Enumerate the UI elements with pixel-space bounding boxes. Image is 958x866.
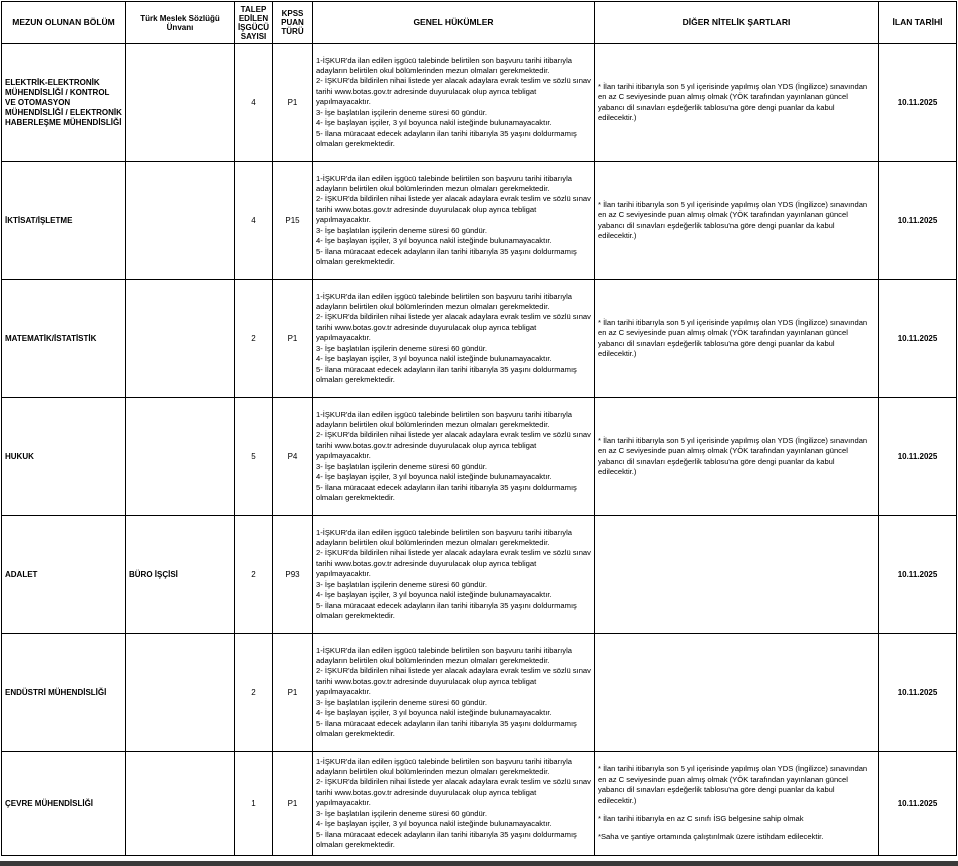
- department-cell: MATEMATİK/İSTATİSTİK: [2, 280, 126, 398]
- count-cell: 2: [235, 516, 273, 634]
- general-rule-line: 5- İlana müracaat edecek adayların ilan tarihi itibarıyla 35 yaşını doldurmamış olmaları gerekmektedir.: [316, 600, 577, 620]
- general-rule-line: 3- İşe başlatılan işçilerin deneme süresi 60 gündür.: [316, 697, 487, 707]
- table-row: [2, 752, 957, 856]
- general-rule-line: 2- İŞKUR'da bildirilen nihai listede yer alacak adaylara evrak teslim ve sözlü sınav tarihi www.botas.gov.tr adresinde duyurulacak olup ayrıca tebligat yapılmayacaktır.: [316, 777, 591, 808]
- general-rule-line: 5- İlana müracaat edecek adayların ilan tarihi itibarıyla 35 yaşını doldurmamış olmaları gerekmektedir.: [316, 128, 577, 148]
- general-rule-line: 2- İŞKUR'da bildirilen nihai listede yer alacak adaylara evrak teslim ve sözlü sınav tarihi www.botas.gov.tr adresinde duyurulacak olup ayrıca tebligat yapılmayacaktır.: [316, 312, 591, 343]
- header-title: Türk Meslek Sözlüğü Ünvanı: [126, 2, 235, 44]
- date-cell: 10.11.2025: [879, 398, 957, 516]
- kpss-cell: P1: [273, 44, 313, 162]
- kpss-cell: P4: [273, 398, 313, 516]
- department-cell: ADALET: [2, 516, 126, 634]
- department-cell: İKTİSAT/İŞLETME: [2, 162, 126, 280]
- kpss-cell: P1: [273, 752, 313, 856]
- other-requirements-cell: [595, 634, 879, 752]
- general-rule-line: 2- İŞKUR'da bildirilen nihai listede yer alacak adaylara evrak teslim ve sözlü sınav tarihi www.botas.gov.tr adresinde duyurulacak olup ayrıca tebligat yapılmayacaktır.: [316, 666, 591, 697]
- general-rule-line: 3- İşe başlatılan işçilerin deneme süresi 60 gündür.: [316, 808, 487, 818]
- title-cell: [126, 398, 235, 516]
- general-rule-line: 4- İşe başlayan işçiler, 3 yıl boyunca nakil isteğinde bulunamayacaktır.: [316, 118, 552, 128]
- general-rule-line: 2- İŞKUR'da bildirilen nihai listede yer alacak adaylara evrak teslim ve sözlü sınav tarihi www.botas.gov.tr adresinde duyurulacak olup ayrıca tebligat yapılmayacaktır.: [316, 194, 591, 225]
- line-gap: [598, 806, 875, 814]
- date-cell: 10.11.2025: [879, 634, 957, 752]
- other-requirements-cell: [595, 752, 879, 856]
- other-requirement-line: * İlan tarihi itibarıyla son 5 yıl içerisinde yapılmış olan YDS (İngilizce) sınavından en az C seviyesinde puan almış olmak (YÖK tarafından yayınlanan güncel yabancı dil sınavları eşdeğerlik tablosu'na göre dengi puanlar da kabul edilecektir.): [598, 435, 868, 476]
- other-requirements-cell: [595, 44, 879, 162]
- date-cell: 10.11.2025: [879, 516, 957, 634]
- general-rules-cell: [313, 516, 595, 634]
- general-rules-cell: [313, 162, 595, 280]
- department-cell: ENDÜSTRİ MÜHENDİSLİĞİ: [2, 634, 126, 752]
- other-requirements-cell: [595, 162, 879, 280]
- general-rule-line: 1-İŞKUR'da ilan edilen işgücü talebinde belirtilen son başvuru tarihi itibarıyla adayların belirtilen okul bölümlerinden mezun olmaları gerekmektedir.: [316, 173, 572, 194]
- general-rule-line: 3- İşe başlatılan işçilerin deneme süresi 60 gündür.: [316, 225, 487, 235]
- bottom-scroll-bar: [0, 861, 958, 866]
- general-rules-cell: [313, 634, 595, 752]
- other-requirement-line: * İlan tarihi itibarıyla son 5 yıl içerisinde yapılmış olan YDS (İngilizce) sınavından en az C seviyesinde puan almış olmak (YÖK tarafından yayınlanan güncel yabancı dil sınavları eşdeğerlik tablosu'na göre dengi puanlar da kabul edilecektir.): [598, 199, 868, 240]
- count-cell: 2: [235, 280, 273, 398]
- header-date: İLAN TARİHİ: [879, 2, 957, 44]
- general-rule-line: 4- İşe başlayan işçiler, 3 yıl boyunca nakil isteğinde bulunamayacaktır.: [316, 354, 552, 364]
- general-rule-line: 3- İşe başlatılan işçilerin deneme süresi 60 gündür.: [316, 107, 487, 117]
- general-rule-line: 4- İşe başlayan işçiler, 3 yıl boyunca nakil isteğinde bulunamayacaktır.: [316, 590, 552, 600]
- general-rule-line: 3- İşe başlatılan işçilerin deneme süresi 60 gündür.: [316, 461, 487, 471]
- other-requirements-cell: [595, 516, 879, 634]
- table-row: [2, 280, 957, 398]
- title-cell: BÜRO İŞÇİSİ: [126, 516, 235, 634]
- department-cell: HUKUK: [2, 398, 126, 516]
- header-row: [2, 2, 957, 44]
- other-requirement-line: * İlan tarihi itibarıyla son 5 yıl içerisinde yapılmış olan YDS (İngilizce) sınavından en az C seviyesinde puan almış olmak (YÖK tarafından yayınlanan güncel yabancı dil sınavları eşdeğerlik tablosu'na göre dengi puanlar da kabul edilecektir.): [598, 81, 868, 122]
- general-rule-line: 4- İşe başlayan işçiler, 3 yıl boyunca nakil isteğinde bulunamayacaktır.: [316, 236, 552, 246]
- general-rule-line: 1-İŞKUR'da ilan edilen işgücü talebinde belirtilen son başvuru tarihi itibarıyla adayların belirtilen okul bölümlerinden mezun olmaları gerekmektedir.: [316, 756, 572, 777]
- header-count: TALEP EDİLEN İŞGÜCÜ SAYISI: [235, 2, 273, 44]
- kpss-cell: P1: [273, 280, 313, 398]
- general-rule-line: 2- İŞKUR'da bildirilen nihai listede yer alacak adaylara evrak teslim ve sözlü sınav tarihi www.botas.gov.tr adresinde duyurulacak olup ayrıca tebligat yapılmayacaktır.: [316, 548, 591, 579]
- general-rule-line: 5- İlana müracaat edecek adayların ilan tarihi itibarıyla 35 yaşını doldurmamış olmaları gerekmektedir.: [316, 364, 577, 384]
- general-rules-cell: [313, 752, 595, 856]
- table-row: [2, 398, 957, 516]
- other-requirements-cell: [595, 398, 879, 516]
- count-cell: 2: [235, 634, 273, 752]
- general-rule-line: 4- İşe başlayan işçiler, 3 yıl boyunca nakil isteğinde bulunamayacaktır.: [316, 472, 552, 482]
- table-row: [2, 634, 957, 752]
- line-gap: [598, 824, 875, 832]
- date-cell: 10.11.2025: [879, 44, 957, 162]
- general-rule-line: 1-İŞKUR'da ilan edilen işgücü talebinde belirtilen son başvuru tarihi itibarıyla adayların belirtilen okul bölümlerinden mezun olmaları gerekmektedir.: [316, 527, 572, 548]
- header-department: MEZUN OLUNAN BÖLÜM: [2, 2, 126, 44]
- kpss-cell: P93: [273, 516, 313, 634]
- header-kpss: KPSS PUAN TÜRÜ: [273, 2, 313, 44]
- count-cell: 5: [235, 398, 273, 516]
- title-cell: [126, 280, 235, 398]
- other-requirement-line: *Saha ve şantiye ortamında çalıştırılmak üzere istihdam edilecektir.: [598, 832, 824, 842]
- general-rule-line: 5- İlana müracaat edecek adayların ilan tarihi itibarıyla 35 yaşını doldurmamış olmaları gerekmektedir.: [316, 829, 577, 849]
- general-rule-line: 3- İşe başlatılan işçilerin deneme süresi 60 gündür.: [316, 343, 487, 353]
- general-rules-cell: [313, 280, 595, 398]
- general-rule-line: 2- İŞKUR'da bildirilen nihai listede yer alacak adaylara evrak teslim ve sözlü sınav tarihi www.botas.gov.tr adresinde duyurulacak olup ayrıca tebligat yapılmayacaktır.: [316, 430, 591, 461]
- other-requirements-cell: [595, 280, 879, 398]
- general-rule-line: 1-İŞKUR'da ilan edilen işgücü talebinde belirtilen son başvuru tarihi itibarıyla adayların belirtilen okul bölümlerinden mezun olmaları gerekmektedir.: [316, 291, 572, 312]
- table-row: [2, 162, 957, 280]
- kpss-cell: P1: [273, 634, 313, 752]
- other-requirement-line: * İlan tarihi itibarıyla son 5 yıl içerisinde yapılmış olan YDS (İngilizce) sınavından en az C seviyesinde puan almış olmak (YÖK tarafından yayınlanan güncel yabancı dil sınavları eşdeğerlik tablosu'na göre dengi puanlar da kabul edilecektir.): [598, 764, 868, 805]
- count-cell: 1: [235, 752, 273, 856]
- header-other: DİĞER NİTELİK ŞARTLARI: [595, 2, 879, 44]
- count-cell: 4: [235, 44, 273, 162]
- date-cell: 10.11.2025: [879, 280, 957, 398]
- other-requirement-line: * İlan tarihi itibarıyla son 5 yıl içerisinde yapılmış olan YDS (İngilizce) sınavından en az C seviyesinde puan almış olmak (YÖK tarafından yayınlanan güncel yabancı dil sınavları eşdeğerlik tablosu'na göre dengi puanlar da kabul edilecektir.): [598, 317, 868, 358]
- date-cell: 10.11.2025: [879, 752, 957, 856]
- general-rule-line: 1-İŞKUR'da ilan edilen işgücü talebinde belirtilen son başvuru tarihi itibarıyla adayların belirtilen okul bölümlerinden mezun olmaları gerekmektedir.: [316, 645, 572, 666]
- general-rule-line: 5- İlana müracaat edecek adayların ilan tarihi itibarıyla 35 yaşını doldurmamış olmaları gerekmektedir.: [316, 246, 577, 266]
- date-cell: 10.11.2025: [879, 162, 957, 280]
- other-requirement-line: * İlan tarihi itibarıyla en az C sınıfı İSG belgesine sahip olmak: [598, 813, 804, 823]
- general-rule-line: 4- İşe başlayan işçiler, 3 yıl boyunca nakil isteğinde bulunamayacaktır.: [316, 819, 552, 829]
- job-listing-table: [1, 1, 957, 856]
- title-cell: [126, 634, 235, 752]
- count-cell: 4: [235, 162, 273, 280]
- table-row: [2, 44, 957, 162]
- general-rule-line: 4- İşe başlayan işçiler, 3 yıl boyunca nakil isteğinde bulunamayacaktır.: [316, 708, 552, 718]
- department-cell: ÇEVRE MÜHENDİSLİĞİ: [2, 752, 126, 856]
- general-rule-line: 2- İŞKUR'da bildirilen nihai listede yer alacak adaylara evrak teslim ve sözlü sınav tarihi www.botas.gov.tr adresinde duyurulacak olup ayrıca tebligat yapılmayacaktır.: [316, 76, 591, 107]
- general-rules-cell: [313, 398, 595, 516]
- title-cell: [126, 162, 235, 280]
- general-rule-line: 3- İşe başlatılan işçilerin deneme süresi 60 gündür.: [316, 579, 487, 589]
- general-rule-line: 5- İlana müracaat edecek adayların ilan tarihi itibarıyla 35 yaşını doldurmamış olmaları gerekmektedir.: [316, 718, 577, 738]
- general-rule-line: 1-İŞKUR'da ilan edilen işgücü talebinde belirtilen son başvuru tarihi itibarıyla adayların belirtilen okul bölümlerinden mezun olmaları gerekmektedir.: [316, 409, 572, 430]
- title-cell: [126, 752, 235, 856]
- general-rules-cell: [313, 44, 595, 162]
- department-cell: ELEKTRİK-ELEKTRONİK MÜHENDİSLİĞİ / KONTROL VE OTOMASYON MÜHENDİSLİĞİ / ELEKTRONİK HABERLEŞME MÜHENDİSLİĞİ: [2, 44, 126, 162]
- table-row: [2, 516, 957, 634]
- title-cell: [126, 44, 235, 162]
- kpss-cell: P15: [273, 162, 313, 280]
- general-rule-line: 5- İlana müracaat edecek adayların ilan tarihi itibarıyla 35 yaşını doldurmamış olmaları gerekmektedir.: [316, 482, 577, 502]
- header-general: GENEL HÜKÜMLER: [313, 2, 595, 44]
- general-rule-line: 1-İŞKUR'da ilan edilen işgücü talebinde belirtilen son başvuru tarihi itibarıyla adayların belirtilen okul bölümlerinden mezun olmaları gerekmektedir.: [316, 55, 572, 76]
